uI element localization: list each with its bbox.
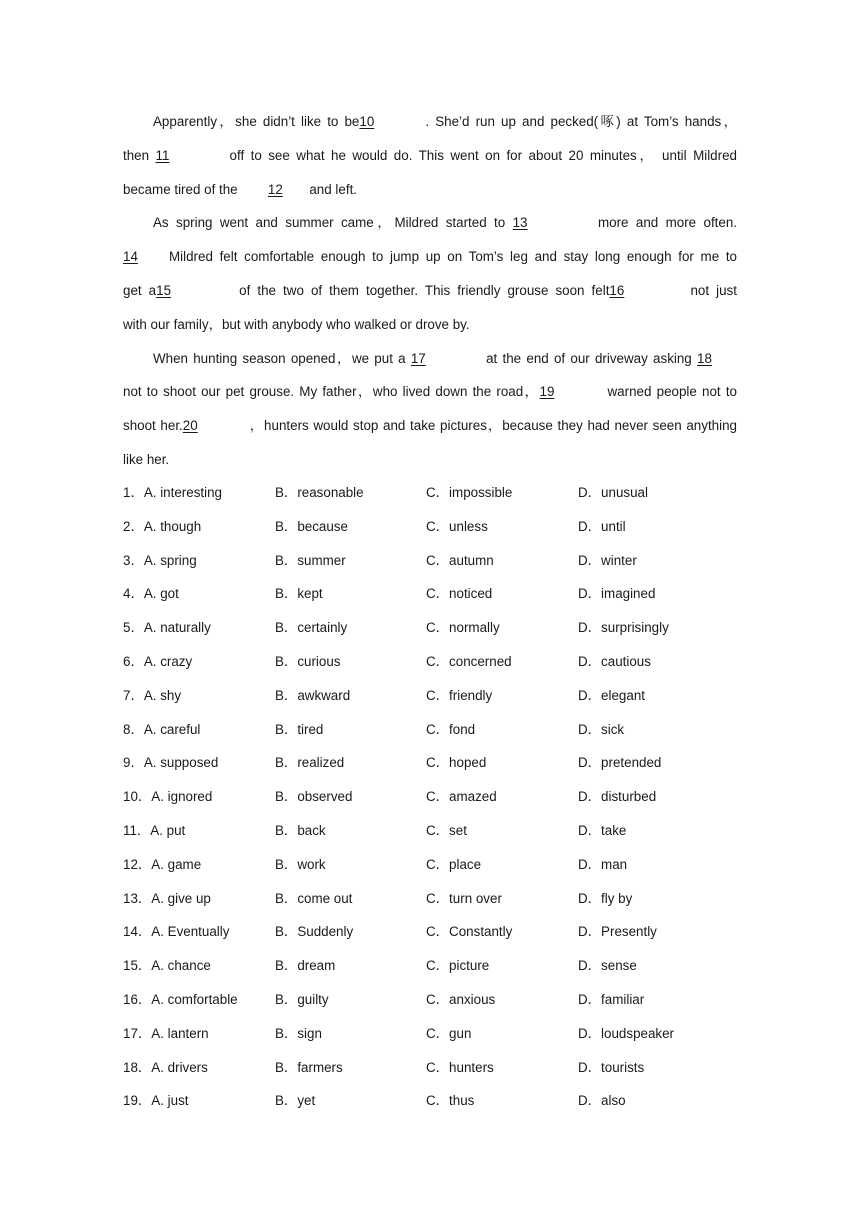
blank-12: 12 bbox=[267, 181, 283, 197]
passage-line bbox=[123, 409, 737, 443]
question-row bbox=[123, 949, 737, 983]
option-d: D．Presently bbox=[578, 924, 657, 940]
passage-line bbox=[123, 105, 737, 139]
question-row bbox=[123, 746, 737, 780]
question-row bbox=[123, 848, 737, 882]
passage-text: As spring went and summer came，Mildred started to bbox=[153, 215, 513, 231]
passage-line bbox=[123, 274, 737, 308]
option-b: B．farmers bbox=[275, 1059, 343, 1075]
option-c: C．friendly bbox=[426, 687, 493, 703]
blank-16: 16 bbox=[609, 282, 625, 298]
blank-13: 13 bbox=[512, 215, 528, 231]
option-b: B．Suddenly bbox=[275, 924, 354, 940]
option-b: B．certainly bbox=[275, 620, 348, 636]
option-c: C．thus bbox=[426, 1093, 475, 1109]
option-a: 4．A. got bbox=[123, 586, 179, 602]
passage-text: more and more often. bbox=[590, 215, 737, 231]
passage-text: then bbox=[123, 147, 156, 163]
option-a: 10．A. ignored bbox=[123, 789, 213, 805]
option-a: 7．A. shy bbox=[123, 687, 182, 703]
option-b: B．come out bbox=[275, 890, 353, 906]
option-c: C．place bbox=[426, 856, 482, 872]
option-c: C．normally bbox=[426, 620, 500, 636]
option-b: B．work bbox=[275, 856, 326, 872]
blank-14: 14 bbox=[123, 249, 138, 265]
option-d: D．man bbox=[578, 856, 628, 872]
option-d: D．elegant bbox=[578, 687, 645, 703]
question-row bbox=[123, 544, 737, 578]
option-d: D．imagined bbox=[578, 586, 656, 602]
option-c: C．set bbox=[426, 822, 467, 838]
passage-text: like her. bbox=[123, 451, 170, 467]
question-row bbox=[123, 1084, 737, 1118]
option-d: D．also bbox=[578, 1093, 626, 1109]
option-b: B．tired bbox=[275, 721, 324, 737]
option-a: 6．A. crazy bbox=[123, 653, 193, 669]
option-c: C．fond bbox=[426, 721, 476, 737]
question-row bbox=[123, 679, 737, 713]
option-a: 3．A. spring bbox=[123, 552, 197, 568]
passage-text: ，hunters would stop and take pictures，because they had never seen anything bbox=[248, 418, 737, 434]
passage-line bbox=[123, 308, 737, 342]
option-d: D．familiar bbox=[578, 991, 645, 1007]
option-d: D．sick bbox=[578, 721, 625, 737]
option-a: 15．A. chance bbox=[123, 958, 211, 974]
option-a: 5．A. naturally bbox=[123, 620, 211, 636]
option-b: B．dream bbox=[275, 958, 336, 974]
option-c: C．noticed bbox=[426, 586, 493, 602]
option-b: B．kept bbox=[275, 586, 323, 602]
option-b: B．awkward bbox=[275, 687, 351, 703]
question-row bbox=[123, 882, 737, 916]
blank-20: 20 bbox=[182, 418, 198, 434]
option-b: B．observed bbox=[275, 789, 353, 805]
passage-line bbox=[123, 375, 737, 409]
option-b: B．back bbox=[275, 822, 326, 838]
option-c: C．autumn bbox=[426, 552, 494, 568]
option-d: D．take bbox=[578, 822, 627, 838]
passage-text: with our family，but with anybody who walked or drove by. bbox=[123, 316, 470, 332]
question-row bbox=[123, 1051, 737, 1085]
question-row bbox=[123, 814, 737, 848]
option-a: 14．A. Eventually bbox=[123, 924, 230, 940]
option-c: C．hoped bbox=[426, 755, 487, 771]
blank-11: 11 bbox=[155, 147, 170, 163]
passage-text: off to see what he would do. This went on for about 20 minutes， until Mildred bbox=[229, 147, 737, 163]
option-c: C．hunters bbox=[426, 1059, 494, 1075]
option-a: 18．A. drivers bbox=[123, 1059, 208, 1075]
option-d: D．until bbox=[578, 518, 626, 534]
option-b: B．reasonable bbox=[275, 485, 364, 500]
option-a: 19．A. just bbox=[123, 1093, 189, 1109]
option-d: D．disturbed bbox=[578, 789, 657, 805]
option-d: D．pretended bbox=[578, 755, 662, 771]
option-d: D．unusual bbox=[578, 485, 648, 500]
question-row bbox=[123, 611, 737, 645]
option-a: 1．A. interesting bbox=[123, 485, 222, 500]
option-d: D．fly by bbox=[578, 890, 633, 906]
question-row bbox=[123, 476, 737, 510]
passage-text: not just bbox=[683, 282, 737, 298]
option-b: B．yet bbox=[275, 1093, 316, 1109]
passage-text: When hunting season opened，we put a bbox=[153, 350, 411, 366]
question-row bbox=[123, 510, 737, 544]
blank-15: 15 bbox=[156, 282, 172, 298]
passage-text: shoot her. bbox=[123, 418, 183, 434]
passage-line bbox=[123, 206, 737, 240]
passage-text: became tired of the bbox=[123, 181, 242, 197]
passage-text: of the two of them together. This friendly grouse soon felt bbox=[232, 282, 610, 298]
option-c: C．unless bbox=[426, 518, 488, 534]
option-d: D．sense bbox=[578, 958, 637, 974]
option-b: B．realized bbox=[275, 755, 345, 771]
blank-18: 18 bbox=[697, 350, 712, 366]
option-a: 2．A. though bbox=[123, 518, 202, 534]
option-c: C．anxious bbox=[426, 991, 496, 1007]
option-a: 8．A. careful bbox=[123, 721, 201, 737]
option-b: B．curious bbox=[275, 653, 341, 669]
question-row bbox=[123, 983, 737, 1017]
answer-options bbox=[123, 476, 737, 1118]
option-c: C．Constantly bbox=[426, 924, 513, 940]
passage-line bbox=[123, 139, 737, 173]
passage-text: at the end of our driveway asking bbox=[480, 350, 697, 366]
question-row bbox=[123, 915, 737, 949]
option-c: C．turn over bbox=[426, 890, 502, 906]
question-row bbox=[123, 577, 737, 611]
blank-19: 19 bbox=[539, 384, 555, 400]
passage-text: not to shoot our pet grouse. My father，who lived down the road， bbox=[123, 384, 540, 400]
option-c: C．gun bbox=[426, 1025, 472, 1041]
option-c: C．impossible bbox=[426, 485, 513, 500]
question-row bbox=[123, 713, 737, 747]
option-b: B．guilty bbox=[275, 991, 329, 1007]
option-a: 11．A. put bbox=[123, 822, 186, 838]
passage-text: . She’d run up and pecked(啄) at Tom’s hands， bbox=[425, 114, 738, 129]
passage-line bbox=[123, 443, 737, 477]
question-row bbox=[123, 780, 737, 814]
passage-line bbox=[123, 342, 737, 376]
option-a: 9．A. supposed bbox=[123, 755, 219, 771]
option-d: D．tourists bbox=[578, 1059, 645, 1075]
passage-text: Mildred felt comfortable enough to jump up on Tom’s leg and stay long enough for me to bbox=[169, 249, 737, 265]
option-c: C．concerned bbox=[426, 653, 512, 669]
option-a: 13．A. give up bbox=[123, 890, 211, 906]
passage-text: warned people not to bbox=[607, 384, 737, 400]
question-row bbox=[123, 645, 737, 679]
passage-line bbox=[123, 240, 737, 274]
passage-text: get a bbox=[123, 282, 157, 298]
option-b: B．because bbox=[275, 518, 348, 534]
option-c: C．amazed bbox=[426, 789, 497, 805]
option-a: 12．A. game bbox=[123, 856, 202, 872]
passage-text: and left. bbox=[309, 181, 358, 197]
option-a: 17．A. lantern bbox=[123, 1025, 209, 1041]
option-b: B．sign bbox=[275, 1025, 322, 1041]
option-c: C．picture bbox=[426, 958, 490, 974]
option-b: B．summer bbox=[275, 552, 346, 568]
blank-10: 10 bbox=[359, 114, 375, 129]
option-d: D．cautious bbox=[578, 653, 651, 669]
question-row bbox=[123, 1017, 737, 1051]
option-d: D．winter bbox=[578, 552, 637, 568]
option-a: 16．A. comfortable bbox=[123, 991, 238, 1007]
option-d: D．surprisingly bbox=[578, 620, 669, 636]
passage-text: Apparently，she didn’t like to be bbox=[153, 114, 360, 129]
passage-line bbox=[123, 173, 737, 207]
option-d: D．loudspeaker bbox=[578, 1025, 675, 1041]
cloze-passage bbox=[123, 105, 737, 477]
blank-17: 17 bbox=[410, 350, 426, 366]
